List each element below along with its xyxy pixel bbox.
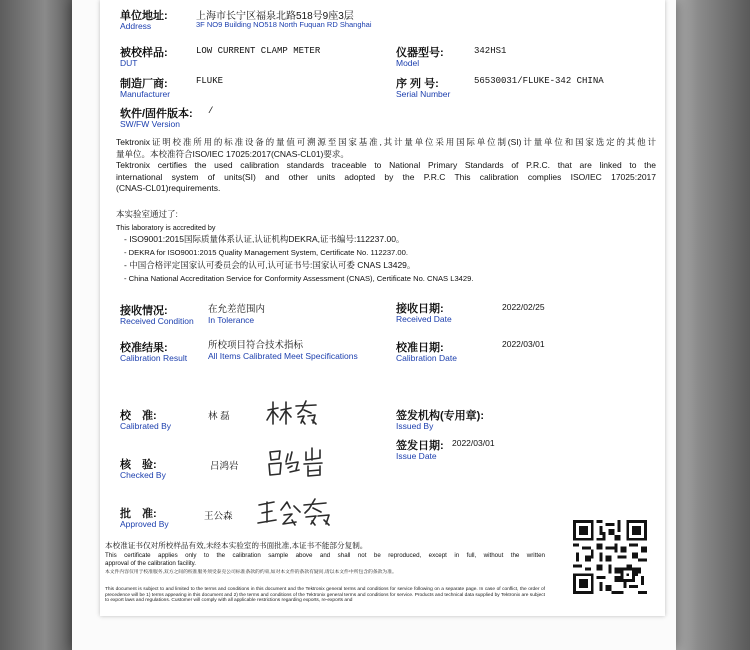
manufacturer-value: FLUKE	[196, 76, 224, 86]
firmware-label-en: SW/FW Version	[120, 119, 180, 129]
issued-by-label-cn: 签发机构(专用章):	[396, 410, 484, 422]
instrument-label-en: DUT	[120, 58, 138, 68]
approved-by-signature	[256, 496, 332, 528]
certificate-page	[100, 0, 665, 616]
issued-by-label-en: Issued By	[396, 421, 434, 431]
issue-date-label-en: Issue Date	[396, 451, 437, 461]
footer-fine-print-en: This document is subject to and limited to the terms and conditions in this document and the Tektronix general terms and conditions for service following on a separate page. In case of conflict, the order of precedence will be 1) terms appearing in this document and 2) the terms and conditions of the Tektronix general terms and conditions for service. Products and technical data supplied by Tektronix are subject to export laws and regulations. Customer will comply with all applicable restrictions regarding exports, re-exports and	[105, 587, 545, 604]
receive-condition-label-en: Received Condition	[120, 316, 194, 326]
approved-by-name: 王公森	[204, 511, 233, 522]
receive-condition-value-cn: 在允差范围内	[208, 304, 266, 315]
address-label-en: Address	[120, 21, 152, 31]
receive-date-label-en: Received Date	[396, 314, 452, 324]
approved-by-label-en: Approved By	[120, 519, 169, 529]
receive-date-label-cn: 接收日期:	[396, 303, 444, 315]
traceability-paragraph	[116, 137, 656, 195]
cal-date-label-en: Calibration Date	[396, 353, 457, 363]
serial-value: 56530031/FLUKE-342 CHINA	[474, 76, 604, 86]
footer-note-en-line2: approval of the calibration facility.	[105, 559, 197, 567]
calibrated-by-label-en: Calibrated By	[120, 421, 172, 431]
receive-condition-value-en: In Tolerance	[208, 315, 255, 325]
model-label-cn: 仪器型号:	[396, 47, 444, 59]
firmware-value: /	[208, 106, 214, 116]
traceability-cn-line2: 量单位。本校准符合ISO/IEC 17025:2017(CNAS-CL01)要求。	[116, 148, 349, 159]
serial-label-en: Serial Number	[396, 89, 451, 99]
accreditation-title-en: This laboratory is accredited by	[116, 223, 216, 232]
manufacturer-label-en: Manufacturer	[120, 89, 171, 99]
traceability-en-line3: (CNAS-CL01)requirements.	[116, 183, 221, 194]
firmware-label-cn: 软件/固件版本:	[120, 108, 193, 120]
model-value: 342HS1	[474, 46, 507, 56]
footer-note-en	[105, 552, 545, 567]
cal-result-label-en: Calibration Result	[120, 353, 188, 363]
model-label-en: Model	[396, 58, 420, 68]
accreditation-title-cn: 本实验室通过了:	[116, 209, 178, 219]
address-label-cn: 单位地址:	[120, 10, 168, 22]
serial-label-cn: 序 列 号:	[396, 78, 439, 90]
qr-code-icon	[573, 520, 647, 594]
accreditation-item-4: - China National Accreditation Service for Conformity Assessment (CNAS), Certificate No. CNAS L3429.	[124, 274, 474, 283]
checked-by-name: 吕鸿岩	[210, 461, 239, 472]
footer-note-cn: 本校准证书仅对所校样品有效,未经本实验室的书面批准,本证书不能部分复制。	[105, 541, 368, 550]
cal-result-value-en: All Items Calibrated Meet Specifications	[208, 351, 358, 361]
address-value-cn: 上海市长宁区福泉北路518号9座3层	[196, 11, 354, 22]
manufacturer-label-cn: 制造厂商:	[120, 78, 168, 90]
issue-date-value: 2022/03/01	[452, 438, 495, 448]
address-value-en: 3F NO9 Building NO518 North Fuquan RD Shanghai	[196, 20, 372, 29]
footer-note-en-line1: This certificate applies only to the calibration sample above and shall not be reproduced, except in full, without the written	[105, 552, 545, 559]
checked-by-label-en: Checked By	[120, 470, 166, 480]
footer-fine-print-cn: 本文件内容仅用于校准服务,双方之间的校准服务须受泰克公司标准条款的约束,如对本文件的条款有疑问,请以本文件中所包含的条款为准。	[105, 570, 397, 575]
calibrated-by-name: 林 磊	[208, 411, 230, 422]
accreditation-item-2: - DEKRA for ISO9001:2015 Quality Management System, Certificate No. 112237.00.	[124, 248, 408, 257]
traceability-en-line1: Tektronix certifies the used calibration standards traceable to National Primary Standards of P.R.C. that are linked to the	[116, 160, 656, 171]
receive-condition-label-cn: 接收情况:	[120, 305, 168, 317]
accreditation-item-1: - ISO9001:2015国际质量体系认证,认证机构DEKRA,证书编号:112237.00。	[124, 234, 405, 244]
issue-date-label-cn: 签发日期:	[396, 440, 444, 452]
traceability-en-line2: international system of units(SI) and other units adopted by the P.R.C This calibration complies ISO/IEC 17025:2017	[116, 171, 656, 182]
receive-date-value: 2022/02/25	[502, 302, 545, 312]
calibrated-by-label-cn: 校 准:	[120, 410, 157, 422]
cal-date-value: 2022/03/01	[502, 339, 545, 349]
cal-result-label-cn: 校准结果:	[120, 342, 168, 354]
approved-by-label-cn: 批 准:	[120, 508, 157, 520]
cal-result-value-cn: 所校项目符合技术指标	[208, 340, 304, 351]
traceability-cn-line1: Tektronix证明校准所用的标准设备的量值可溯源至国家基准,其计量单位采用国际单位制(SI)计量单位和国家选定的其他计	[116, 137, 656, 147]
checked-by-signature	[266, 446, 326, 480]
cal-date-label-cn: 校准日期:	[396, 342, 444, 354]
accreditation-item-3: - 中国合格评定国家认可委员会的认可,认可证书号:国家认可委 CNAS L3429。	[124, 260, 416, 270]
checked-by-label-cn: 核 验:	[120, 459, 157, 471]
calibrated-by-signature	[264, 398, 320, 428]
instrument-value: LOW CURRENT CLAMP METER	[196, 46, 321, 56]
instrument-label-cn: 被校样品:	[120, 47, 168, 59]
